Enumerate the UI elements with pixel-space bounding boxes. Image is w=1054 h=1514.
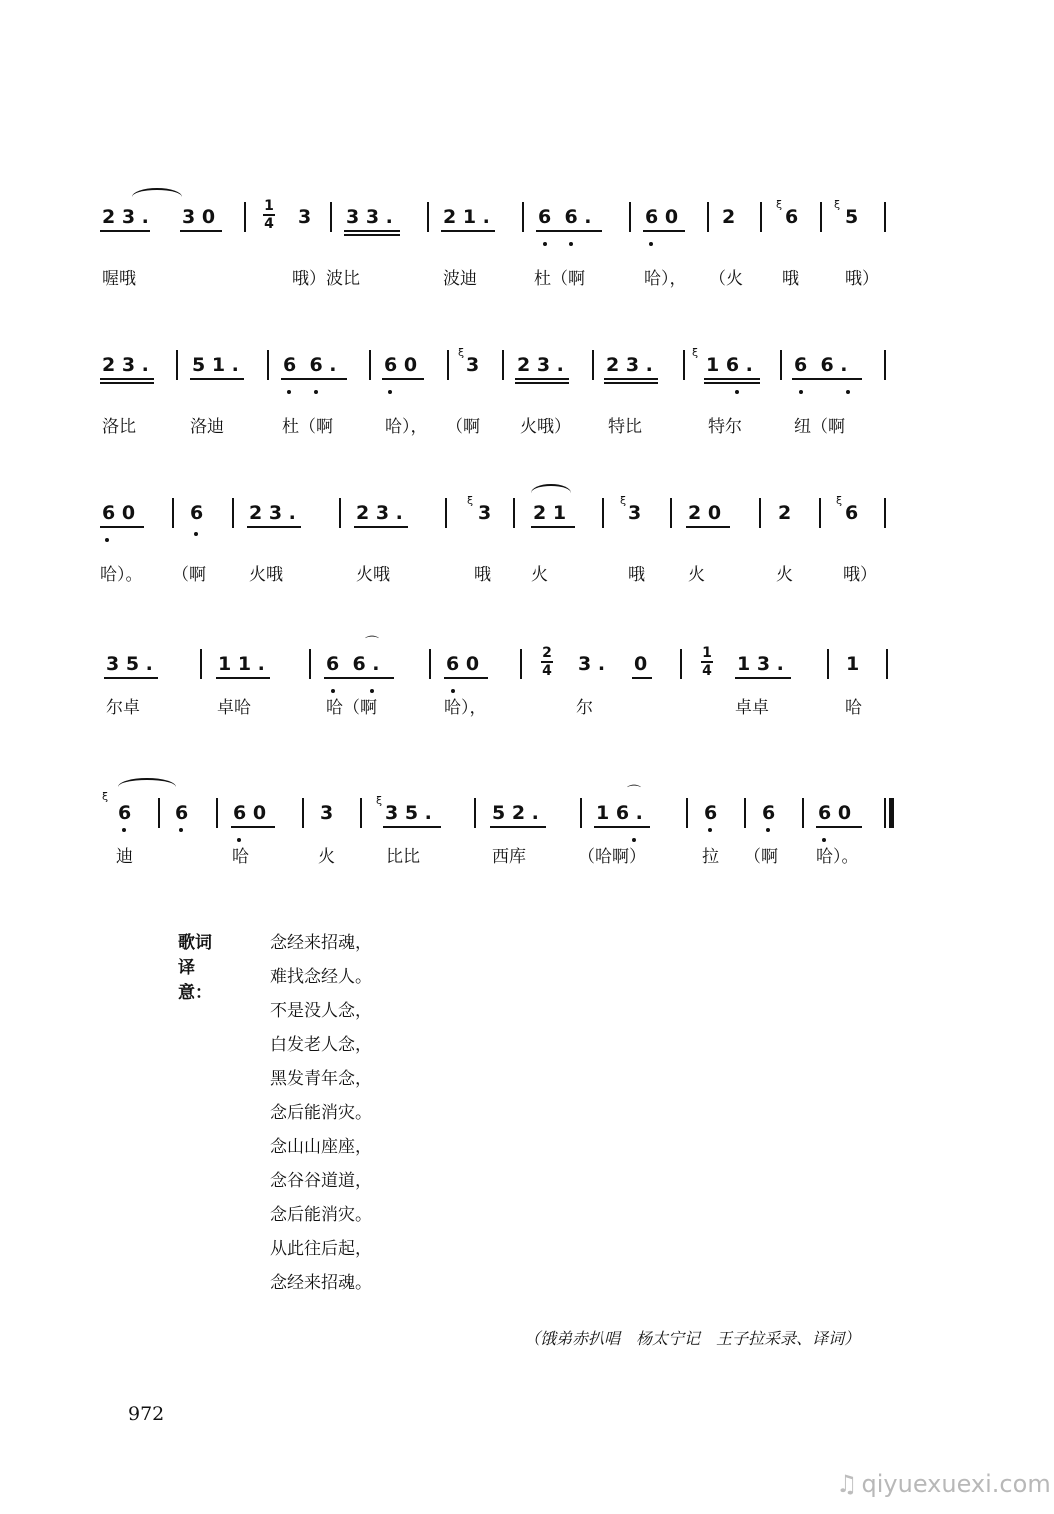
barline — [513, 498, 515, 528]
note-group: 2 3 . — [517, 354, 564, 376]
note-group: 1 1 . — [218, 653, 265, 675]
note-group: 3 . — [578, 653, 606, 675]
fermata-mark: ⌒ — [627, 785, 641, 801]
translation-line: 念山山座座， — [270, 1137, 372, 1157]
underline — [531, 526, 575, 528]
barline — [176, 350, 178, 380]
lyric: 哈 — [845, 698, 862, 718]
grace-note: ξ — [692, 346, 699, 359]
lyric: 火哦 — [249, 565, 283, 585]
lyric: 迪 — [116, 847, 133, 867]
note-group: 6 — [704, 802, 718, 824]
underline — [324, 677, 394, 679]
note-group: 6 0 — [645, 206, 679, 228]
lyric: 特尔 — [708, 417, 742, 437]
lyric: 纽（啊 — [794, 417, 845, 437]
barline — [759, 498, 761, 528]
barline — [232, 498, 234, 528]
lyric: 杜（啊 — [282, 417, 333, 437]
lyric: 拉 — [702, 847, 719, 867]
lyric: 比比 — [386, 847, 420, 867]
barline — [302, 798, 304, 828]
octave-dot — [287, 390, 291, 394]
underline — [816, 826, 862, 828]
lyric: 杜（啊 — [534, 269, 585, 289]
lyric: 哈）。 — [100, 565, 143, 585]
note-group: 6 6 . — [538, 206, 592, 228]
underline — [441, 230, 495, 232]
lyric: 火 — [531, 565, 548, 585]
lyric: （哈啊） — [578, 847, 646, 867]
octave-dot — [735, 390, 739, 394]
barline — [216, 798, 218, 828]
lyric: 哦 — [628, 565, 645, 585]
final-barline — [884, 798, 886, 828]
underline — [382, 378, 424, 380]
lyric: 哦 — [782, 269, 799, 289]
grace-note: ξ — [836, 494, 843, 507]
lyric: 西库 — [492, 847, 526, 867]
grace-note: ξ — [102, 790, 109, 803]
barline — [827, 649, 829, 679]
note-group: 2 0 — [688, 502, 722, 524]
lyric: （啊 — [446, 417, 480, 437]
lyric: 哦） — [843, 565, 877, 585]
octave-dot — [708, 828, 712, 832]
underline — [354, 526, 408, 528]
barline — [886, 649, 888, 679]
lyric: 火 — [688, 565, 705, 585]
grace-note: ξ — [376, 794, 383, 807]
barline — [707, 202, 709, 232]
lyric: 哦 — [474, 565, 491, 585]
underline — [100, 382, 154, 384]
translation-line: 念经来招魂。 — [270, 1273, 372, 1293]
note-group: 2 3 . — [102, 206, 149, 228]
barline — [522, 202, 524, 232]
note-group: 2 3 . — [102, 354, 149, 376]
lyric: 洛比 — [102, 417, 136, 437]
octave-dot — [766, 828, 770, 832]
underline — [490, 826, 546, 828]
barline — [502, 350, 504, 380]
note-group: 6 — [845, 502, 859, 524]
note-group: 3 5 . — [106, 653, 153, 675]
underline — [100, 526, 144, 528]
translation-line: 念后能消灾。 — [270, 1103, 372, 1123]
lyric: 卓卓 — [735, 698, 769, 718]
underline — [344, 234, 400, 236]
barline — [629, 202, 631, 232]
note-group: 6 — [190, 502, 204, 524]
underline — [515, 378, 569, 380]
barline — [670, 498, 672, 528]
grace-note: ξ — [458, 346, 465, 359]
translation-line: 难找念经人。 — [270, 967, 372, 987]
underline — [604, 378, 658, 380]
lyric: 火哦） — [520, 417, 571, 437]
underline — [735, 677, 791, 679]
lyric: 哈）， — [385, 417, 428, 437]
barline — [339, 498, 341, 528]
barline — [330, 202, 332, 232]
note-group: 6 — [785, 206, 799, 228]
barline — [802, 798, 804, 828]
octave-dot — [649, 242, 653, 246]
barline — [884, 202, 886, 232]
note-group: 2 3 . — [249, 502, 296, 524]
underline — [344, 230, 400, 232]
translation-line: 不是没人念， — [270, 1001, 372, 1021]
lyric: 波迪 — [443, 269, 477, 289]
lyric: 哈）， — [644, 269, 687, 289]
note-group: 1 3 . — [737, 653, 784, 675]
note-group: 3 5 . — [385, 802, 432, 824]
watermark-text: qiyuexuexi.com — [861, 1470, 1051, 1498]
barline — [819, 498, 821, 528]
note-group: 6 0 — [446, 653, 480, 675]
note-group: 1 6 . — [596, 802, 643, 824]
translation-line: 黑发青年念， — [270, 1069, 372, 1089]
logo-icon: ♫ — [836, 1470, 858, 1498]
note-group: 6 6 . — [283, 354, 337, 376]
lyric: 哦） — [845, 269, 879, 289]
note-group: 6 0 — [818, 802, 852, 824]
slur-mark — [118, 778, 176, 796]
grace-note: ξ — [620, 494, 627, 507]
barline — [369, 350, 371, 380]
barline — [445, 498, 447, 528]
note-group: 6 0 — [233, 802, 267, 824]
octave-dot — [194, 532, 198, 536]
octave-dot — [569, 242, 573, 246]
underline — [247, 526, 301, 528]
barline — [309, 649, 311, 679]
barline — [680, 649, 682, 679]
underline — [190, 378, 244, 380]
underline — [632, 677, 652, 679]
lyric: 洛迪 — [190, 417, 224, 437]
barline — [172, 498, 174, 528]
barline — [244, 202, 246, 232]
underline — [704, 378, 760, 380]
underline — [604, 382, 658, 384]
barline — [200, 649, 202, 679]
lyric: 哈（啊 — [326, 698, 377, 718]
barline — [683, 350, 685, 380]
note-group: 6 0 — [384, 354, 418, 376]
octave-dot — [543, 242, 547, 246]
barline — [686, 798, 688, 828]
fermata-mark: ⌒ — [365, 636, 379, 652]
barline — [592, 350, 594, 380]
note-group: 3 — [478, 502, 492, 524]
lyric: 哈 — [232, 847, 249, 867]
lyric: 尔卓 — [106, 698, 140, 718]
underline — [704, 382, 760, 384]
barline — [429, 649, 431, 679]
credit-line: （饿弟赤扒唱 杨太宁记 王子拉采录、译词） — [524, 1329, 861, 1348]
barline — [602, 498, 604, 528]
lyric: 尔 — [576, 698, 593, 718]
note-group: 6 6 . — [326, 653, 380, 675]
translation-line: 念经来招魂， — [270, 933, 372, 953]
note-group: 2 — [778, 502, 792, 524]
underline — [231, 826, 275, 828]
barline — [158, 798, 160, 828]
note-group: 0 — [634, 653, 648, 675]
underline — [104, 677, 158, 679]
underline — [100, 378, 154, 380]
octave-dot — [105, 538, 109, 542]
lyric: 哦）波比 — [292, 269, 360, 289]
underline — [515, 382, 569, 384]
note-group: 3 3 . — [346, 206, 393, 228]
slur-mark — [531, 484, 571, 502]
note-group: 2 3 . — [356, 502, 403, 524]
note-group: 2 — [722, 206, 736, 228]
note-group: 5 — [845, 206, 859, 228]
underline — [180, 230, 222, 232]
note-group: 1 — [846, 653, 860, 675]
underline — [594, 826, 650, 828]
octave-dot — [799, 390, 803, 394]
underline — [216, 677, 270, 679]
translation-label: 歌词译意： — [178, 933, 212, 1003]
final-barline — [889, 798, 894, 828]
note-group: 3 — [628, 502, 642, 524]
lyric: 卓哈 — [217, 698, 251, 718]
note-group: 5 2 . — [492, 802, 539, 824]
octave-dot — [388, 390, 392, 394]
translation-line: 念后能消灾。 — [270, 1205, 372, 1225]
octave-dot — [179, 828, 183, 832]
site-watermark — [836, 1470, 1051, 1498]
barline — [580, 798, 582, 828]
note-group: 6 0 — [102, 502, 136, 524]
barline — [474, 798, 476, 828]
underline — [643, 230, 685, 232]
grace-note: ξ — [834, 198, 841, 211]
underline — [444, 677, 488, 679]
barline — [447, 350, 449, 380]
octave-dot — [314, 390, 318, 394]
barline — [884, 498, 886, 528]
barline — [520, 649, 522, 679]
time-signature: 1 4 — [264, 198, 274, 232]
note-group: 6 — [762, 802, 776, 824]
barline — [360, 798, 362, 828]
lyric: （啊 — [172, 565, 206, 585]
note-group: 1 6 . — [706, 354, 753, 376]
lyric: 喔哦 — [102, 269, 136, 289]
lyric: （啊 — [744, 847, 778, 867]
lyric: 哈）。 — [816, 847, 859, 867]
lyric: 火 — [776, 565, 793, 585]
note-group: 3 — [298, 206, 312, 228]
slur-mark — [132, 188, 182, 206]
lyric: 特比 — [608, 417, 642, 437]
note-group: 6 — [175, 802, 189, 824]
octave-dot — [122, 828, 126, 832]
note-group: 3 — [466, 354, 480, 376]
lyric: （火 — [709, 269, 743, 289]
note-group: 3 0 — [182, 206, 216, 228]
translation-line: 从此往后起， — [270, 1239, 372, 1259]
barline — [744, 798, 746, 828]
underline — [281, 378, 347, 380]
underline — [686, 526, 730, 528]
barline — [884, 350, 886, 380]
barline — [760, 202, 762, 232]
page-number: 972 — [128, 1403, 165, 1425]
underline — [100, 230, 150, 232]
octave-dot — [846, 390, 850, 394]
barline — [780, 350, 782, 380]
grace-note: ξ — [776, 198, 783, 211]
lyric: 火哦 — [356, 565, 390, 585]
underline — [383, 826, 441, 828]
translation-line: 念谷谷道道， — [270, 1171, 372, 1191]
note-group: 6 6 . — [794, 354, 848, 376]
note-group: 5 1 . — [192, 354, 239, 376]
time-signature: 1 4 — [702, 645, 712, 679]
grace-note: ξ — [467, 494, 474, 507]
translation-line: 白发老人念， — [270, 1035, 372, 1055]
underline — [792, 378, 862, 380]
barline — [427, 202, 429, 232]
time-signature: 2 4 — [542, 645, 552, 679]
underline — [536, 230, 602, 232]
note-group: 2 1 — [533, 502, 567, 524]
note-group: 2 3 . — [606, 354, 653, 376]
lyric: 哈）， — [444, 698, 487, 718]
barline — [820, 202, 822, 232]
note-group: 6 — [118, 802, 132, 824]
barline — [267, 350, 269, 380]
note-group: 2 1 . — [443, 206, 490, 228]
note-group: 3 — [320, 802, 334, 824]
lyric: 火 — [318, 847, 335, 867]
